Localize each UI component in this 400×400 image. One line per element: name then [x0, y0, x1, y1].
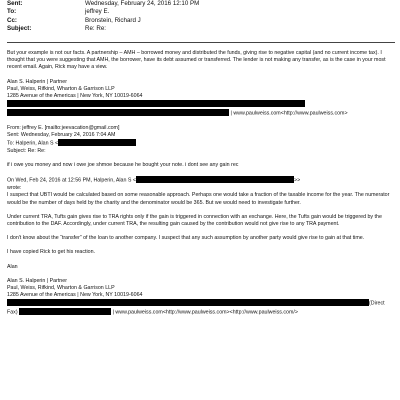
header-cc-value: Bronstein, Richard J [85, 16, 141, 24]
header-cc-row [7, 17, 397, 25]
header-cc-label: Cc: [7, 16, 17, 24]
quoted-sent-line: Sent: Wednesday, February 24, 2016 7:04 AM [7, 132, 116, 139]
signature-2-fax: Fax) [7, 309, 18, 316]
signature-2-fax-line [7, 308, 395, 317]
body-paragraph-4: I don't know about the “transfer” of the loan to another company. I suspect that any such assumption by another party would give rise to gain at that time. [7, 235, 365, 242]
body-paragraph-3: Under current TRA, Tufts gain gives rise to TRA rights only if the gain is triggered in connection with an exchange. Here, the Tufts gain would be triggered by the contribution to the DAF. Accordingly, under current TRA, the resulting gain caused by the contribution would not give rise to any TRA payment. [7, 213, 382, 228]
wrote-attribution [7, 176, 395, 185]
wrote-suffix: >> [294, 178, 301, 185]
email-header [7, 0, 397, 34]
header-to-value: jeffrey E. [85, 8, 110, 16]
redaction-bar [136, 176, 294, 183]
body-paragraph-1: But your example is not our facts. A partnership – AMH – borrowed money and distributed the funds, giving rise to negative capital (and no current income tax). I thought that you were suggesting that AMH, the borrower, have its debt assumed or transferred. The lender is not making any transfer, as is the case in your most recent email. Again, Rick may have a view. [7, 50, 386, 71]
wrote-prefix: On Wed, Feb 24, 2016 at 12:56 PM, Halperin, Alan S < [7, 178, 137, 185]
signature-2-web[interactable]: | www.paulweiss.com<http://www.paulweiss.com><http://www.paulweiss.com/> [112, 309, 298, 316]
signature-1-web-line [7, 109, 395, 118]
signature-2-direct: (Direct [369, 301, 385, 308]
jeff-message: if i owe you money and now i owe joe shmoe because he bought your note. i dont see any gain rec [7, 162, 239, 169]
header-subject-label: Subject: [7, 25, 32, 33]
redaction-bar [19, 308, 111, 315]
signature-2-firm: Paul, Weiss, Rifkind, Wharton & Garrison LLP [7, 285, 115, 292]
header-subject-value: Re: Re: [85, 25, 106, 33]
redaction-bar [58, 139, 136, 146]
signature-1-address: 1285 Avenue of the Americas | New York, NY 10019-6064 [7, 93, 143, 100]
body-paragraph-5: I have copied Rick to get his reaction. [7, 249, 96, 256]
redaction-bar [7, 100, 305, 107]
header-sent-label: Sent: [7, 0, 23, 7]
signature-2-name: Alan S. Halperin | Partner [7, 277, 67, 284]
signature-1-web[interactable]: | www.paulweiss.com<http://www.paulweiss.com> [230, 110, 348, 117]
header-divider [7, 42, 395, 43]
quoted-subject-line: Subject: Re: Re: [7, 148, 46, 155]
signature-2-address: 1285 Avenue of the Americas | New York, NY 10019-6064 [7, 292, 143, 299]
quoted-from-line: From: jeffrey E. [mailto:jeevacation@gmail.com] [7, 124, 120, 131]
wrote-line: wrote: [7, 185, 22, 192]
signature-1-redacted-line [7, 100, 395, 109]
signature-1-name: Alan S. Halperin | Partner [7, 78, 67, 85]
redaction-bar [7, 109, 229, 116]
header-sent-value: Wednesday, February 24, 2016 12:10 PM [85, 0, 200, 7]
signature-2-direct-line [7, 299, 395, 308]
signature-1-firm: Paul, Weiss, Rifkind, Wharton & Garrison LLP [7, 85, 115, 92]
redaction-bar [7, 299, 369, 306]
body-paragraph-2: I suspect that UBTI would be calculated based on some reasonable approach. Perhaps one would take a fraction of the taxable income for the year. The numerator would be the number of days held by the charity and the denominator would be 365. But we would need to investigate further. [7, 192, 390, 206]
header-to-label: To: [7, 8, 17, 16]
quoted-to-text: To: Halperin, Alan S < [7, 140, 59, 147]
header-to-row [7, 8, 397, 16]
quoted-to-line [7, 139, 395, 148]
closing: Alan [7, 263, 18, 270]
header-subject-row [7, 25, 397, 33]
email-body [7, 50, 395, 317]
header-sent-row [7, 0, 397, 8]
